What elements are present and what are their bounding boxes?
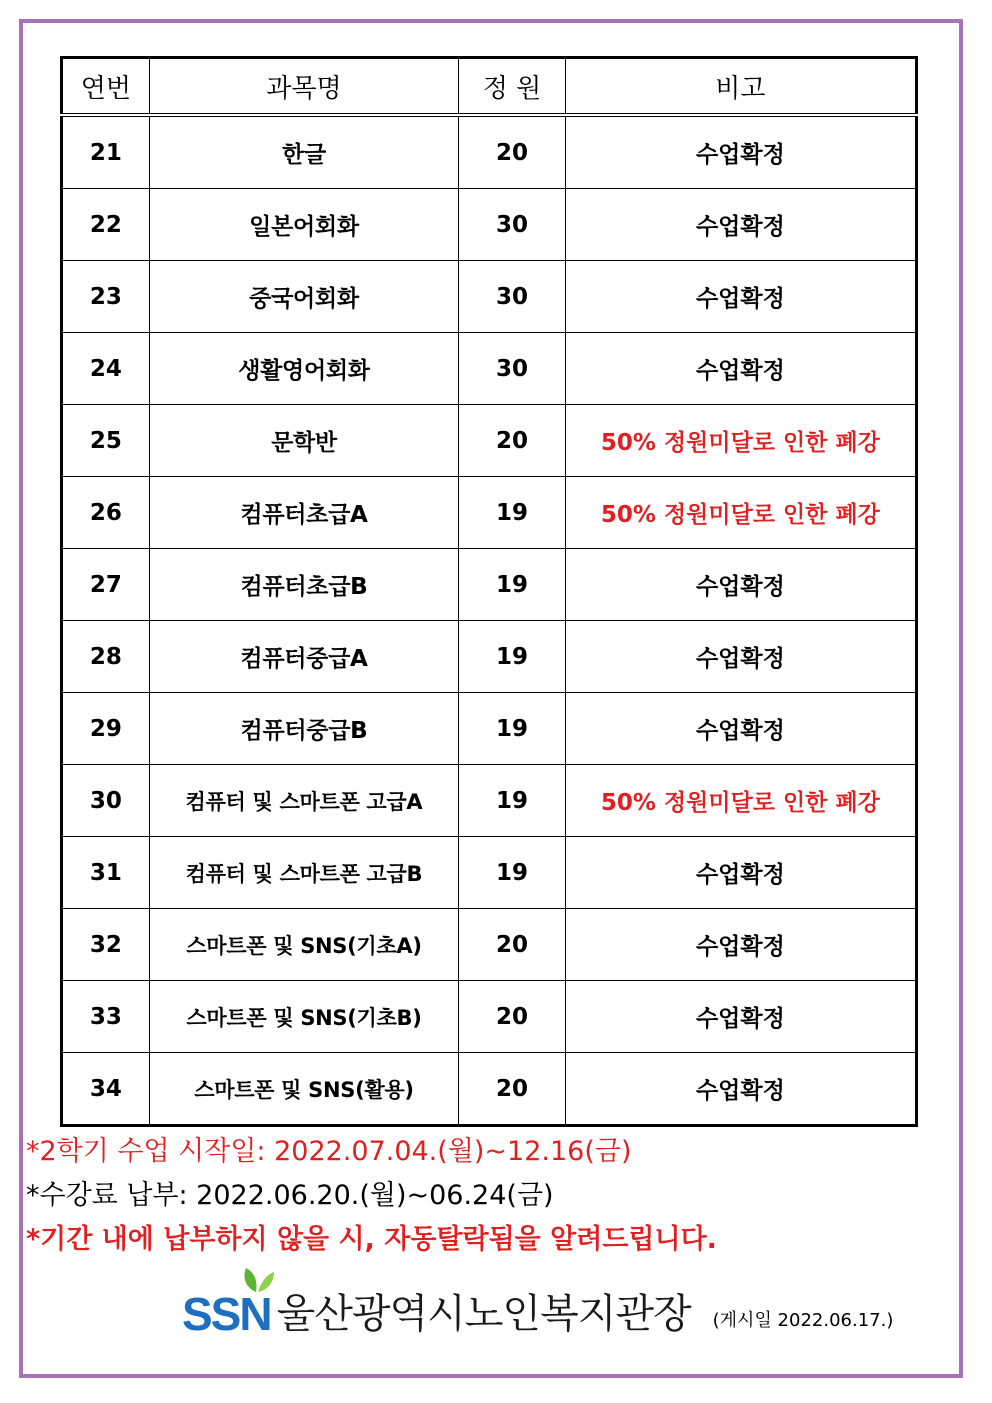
- course-remark: 수업확정: [565, 261, 916, 333]
- footer: [182, 1268, 893, 1340]
- course-capacity: 20: [459, 405, 566, 477]
- course-capacity: 19: [459, 549, 566, 621]
- course-remark: 수업확정: [565, 837, 916, 909]
- posted-date: (게시일 2022.06.17.): [712, 1310, 894, 1331]
- course-number: 34: [62, 1053, 150, 1126]
- ssn-logo: [182, 1288, 271, 1340]
- course-number: 32: [62, 909, 150, 981]
- payment-period-note: *수강료 납부: 2022.06.20.(월)~06.24(금): [26, 1180, 554, 1211]
- table-row: [62, 477, 917, 549]
- semester-start-note: *2학기 수업 시작일: 2022.07.04.(월)~12.16(금): [26, 1136, 632, 1167]
- course-capacity: 20: [459, 981, 566, 1053]
- course-remark: 50% 정원미달로 인한 폐강: [565, 765, 916, 837]
- course-capacity: 19: [459, 837, 566, 909]
- table-row: [62, 115, 917, 189]
- course-name: 스마트폰 및 SNS(활용): [149, 1053, 459, 1126]
- table-row: [62, 405, 917, 477]
- course-number: 29: [62, 693, 150, 765]
- course-capacity: 19: [459, 477, 566, 549]
- course-remark: 수업확정: [565, 189, 916, 261]
- course-capacity: 19: [459, 765, 566, 837]
- course-number: 23: [62, 261, 150, 333]
- course-name: 컴퓨터 및 스마트폰 고급B: [149, 837, 459, 909]
- course-name: 컴퓨터중급B: [149, 693, 459, 765]
- header-capacity: 정 원: [459, 58, 566, 116]
- table-row: [62, 549, 917, 621]
- course-number: 31: [62, 837, 150, 909]
- course-capacity: 20: [459, 909, 566, 981]
- course-number: 25: [62, 405, 150, 477]
- course-name: 컴퓨터초급A: [149, 477, 459, 549]
- header-course: 과목명: [149, 58, 459, 116]
- header-no: 연번: [62, 58, 150, 116]
- course-capacity: 19: [459, 693, 566, 765]
- header-remark: 비고: [565, 58, 916, 116]
- table-row: [62, 693, 917, 765]
- course-remark: 수업확정: [565, 115, 916, 189]
- organization-name: 울산광역시노인복지관장: [276, 1291, 691, 1337]
- table-row: [62, 837, 917, 909]
- course-name: 스마트폰 및 SNS(기초B): [149, 981, 459, 1053]
- course-name: 컴퓨터초급B: [149, 549, 459, 621]
- course-name: 컴퓨터중급A: [149, 621, 459, 693]
- course-remark: 50% 정원미달로 인한 폐강: [565, 477, 916, 549]
- auto-drop-warning: *기간 내에 납부하지 않을 시, 자동탈락됨을 알려드립니다.: [26, 1224, 717, 1255]
- course-number: 26: [62, 477, 150, 549]
- course-name: 문학반: [149, 405, 459, 477]
- notice-block: [26, 1130, 717, 1262]
- course-number: 33: [62, 981, 150, 1053]
- table-row: [62, 1053, 917, 1126]
- course-remark: 수업확정: [565, 549, 916, 621]
- course-number: 21: [62, 115, 150, 189]
- course-remark: 수업확정: [565, 1053, 916, 1126]
- course-remark: 수업확정: [565, 909, 916, 981]
- course-number: 24: [62, 333, 150, 405]
- course-number: 28: [62, 621, 150, 693]
- course-name: 생활영어회화: [149, 333, 459, 405]
- logo-text: SSN: [182, 1288, 271, 1340]
- course-name: 일본어회화: [149, 189, 459, 261]
- course-capacity: 20: [459, 1053, 566, 1126]
- course-table: [60, 56, 918, 1127]
- course-name: 스마트폰 및 SNS(기초A): [149, 909, 459, 981]
- course-capacity: 19: [459, 621, 566, 693]
- course-remark: 수업확정: [565, 333, 916, 405]
- course-remark: 수업확정: [565, 981, 916, 1053]
- table-row: [62, 189, 917, 261]
- table-row: [62, 909, 917, 981]
- table-header-row: [62, 58, 917, 116]
- course-name: 컴퓨터 및 스마트폰 고급A: [149, 765, 459, 837]
- table-row: [62, 621, 917, 693]
- course-number: 27: [62, 549, 150, 621]
- course-remark: 50% 정원미달로 인한 폐강: [565, 405, 916, 477]
- table-row: [62, 765, 917, 837]
- course-capacity: 20: [459, 115, 566, 189]
- course-number: 22: [62, 189, 150, 261]
- course-capacity: 30: [459, 333, 566, 405]
- table-row: [62, 981, 917, 1053]
- leaf-icon: [240, 1266, 274, 1292]
- table-row: [62, 333, 917, 405]
- course-remark: 수업확정: [565, 693, 916, 765]
- course-capacity: 30: [459, 261, 566, 333]
- course-number: 30: [62, 765, 150, 837]
- table-row: [62, 261, 917, 333]
- course-remark: 수업확정: [565, 621, 916, 693]
- course-name: 중국어회화: [149, 261, 459, 333]
- course-name: 한글: [149, 115, 459, 189]
- course-capacity: 30: [459, 189, 566, 261]
